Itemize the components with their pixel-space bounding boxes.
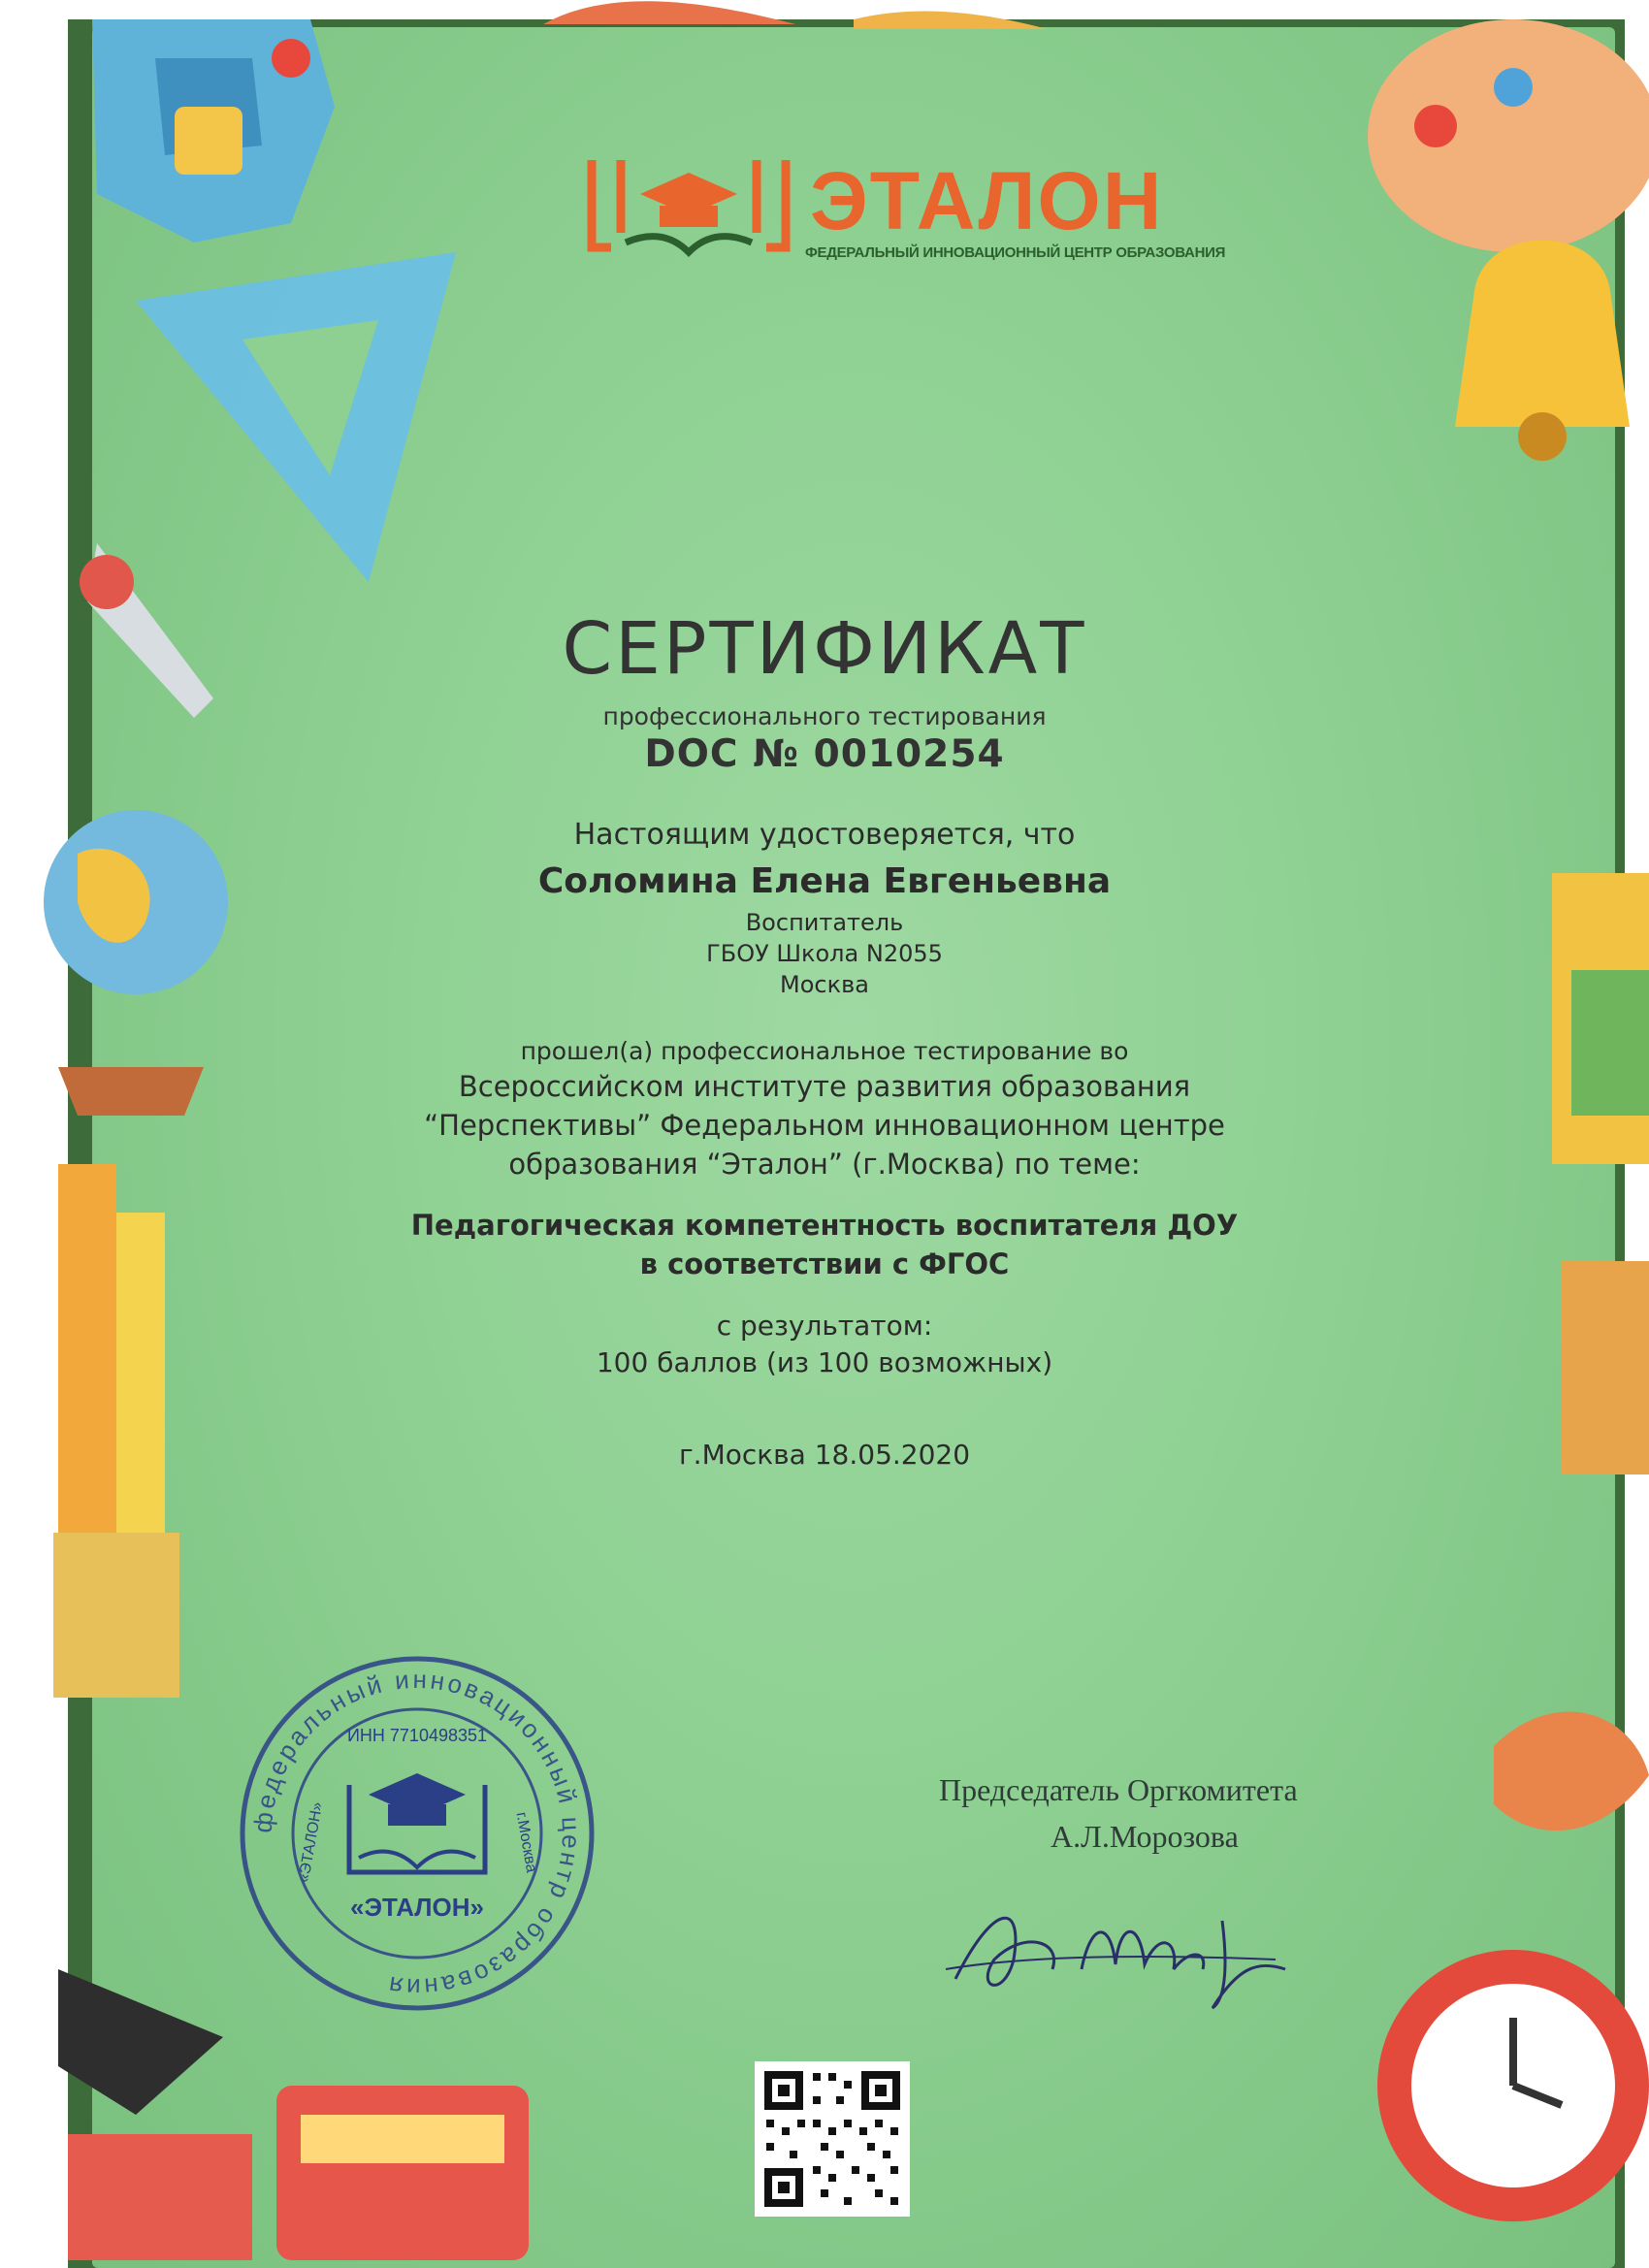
- etalon-logo: [582, 146, 1226, 272]
- document-number: DOC № 0010254: [644, 732, 1005, 776]
- signatory-title: Председатель Оргкомитета: [939, 1772, 1298, 1807]
- body-line: прошел(а) профессиональное тестирование во: [520, 1037, 1129, 1065]
- result-label: с результатом:: [716, 1310, 933, 1342]
- stamp-center-text: «ЭТАЛОН»: [350, 1893, 484, 1922]
- certificate-title: СЕРТИФИКАТ: [562, 607, 1087, 691]
- stamp-left-text: «ЭТАЛОН»: [295, 1800, 327, 1885]
- recipient-position: Воспитатель: [745, 909, 904, 936]
- official-stamp: [233, 1649, 601, 2018]
- stamp-ring-text: федеральный инновационный центр образования: [247, 1664, 587, 2003]
- recipient-name: Соломина Елена Евгеньевна: [537, 861, 1112, 901]
- maple-leaf-illustration: [1494, 1711, 1649, 1831]
- recipient-city: Москва: [780, 971, 869, 998]
- pencils-illustration: [53, 1164, 179, 1698]
- bell-illustration: [1455, 241, 1630, 462]
- logo-wordmark: ЭТАЛОН: [810, 155, 1164, 246]
- body-line: образования “Эталон” (г.Москва) по теме:: [508, 1148, 1141, 1181]
- autumn-leaf-illustration: [543, 1, 1048, 29]
- qr-code: [755, 2061, 910, 2217]
- set-square-illustration: [136, 252, 456, 582]
- topic-line: Педагогическая компетентность воспитателя ДОУ: [410, 1209, 1239, 1242]
- logo-subtitle: ФЕДЕРАЛЬНЫЙ ИННОВАЦИОННЫЙ ЦЕНТР ОБРАЗОВАНИЯ: [805, 244, 1226, 261]
- logo-emblem-icon: [582, 146, 795, 272]
- svg-text:федеральный инновационный цент: [248, 1665, 587, 2002]
- topic-line: в соответствии с ФГОС: [639, 1247, 1010, 1280]
- recipient-organization: ГБОУ Школа N2055: [706, 940, 943, 967]
- palette-illustration: [1368, 19, 1649, 252]
- signatory-name: А.Л.Морозова: [1051, 1819, 1239, 1854]
- result-value: 100 баллов (из 100 возможных): [596, 1346, 1053, 1378]
- stamp-inn: ИНН 7710498351: [346, 1726, 488, 1745]
- alarm-clock-illustration: [1377, 1950, 1649, 2221]
- body-line: Всероссийском институте развития образования: [458, 1070, 1191, 1103]
- handwritten-signature: [936, 1863, 1305, 2018]
- place-and-date: г.Москва 18.05.2020: [678, 1439, 971, 1471]
- body-line: “Перспективы” Федеральном инновационном центре: [424, 1109, 1225, 1142]
- stamp-right-text: г.Москва: [512, 1810, 540, 1874]
- calculator-illustration: [276, 2086, 529, 2260]
- backpack-illustration: [92, 19, 335, 243]
- graduation-cap-illustration: [58, 1969, 252, 2260]
- intro-text: Настоящим удостоверяется, что: [573, 818, 1076, 852]
- certificate-subtitle: профессионального тестирования: [602, 702, 1047, 730]
